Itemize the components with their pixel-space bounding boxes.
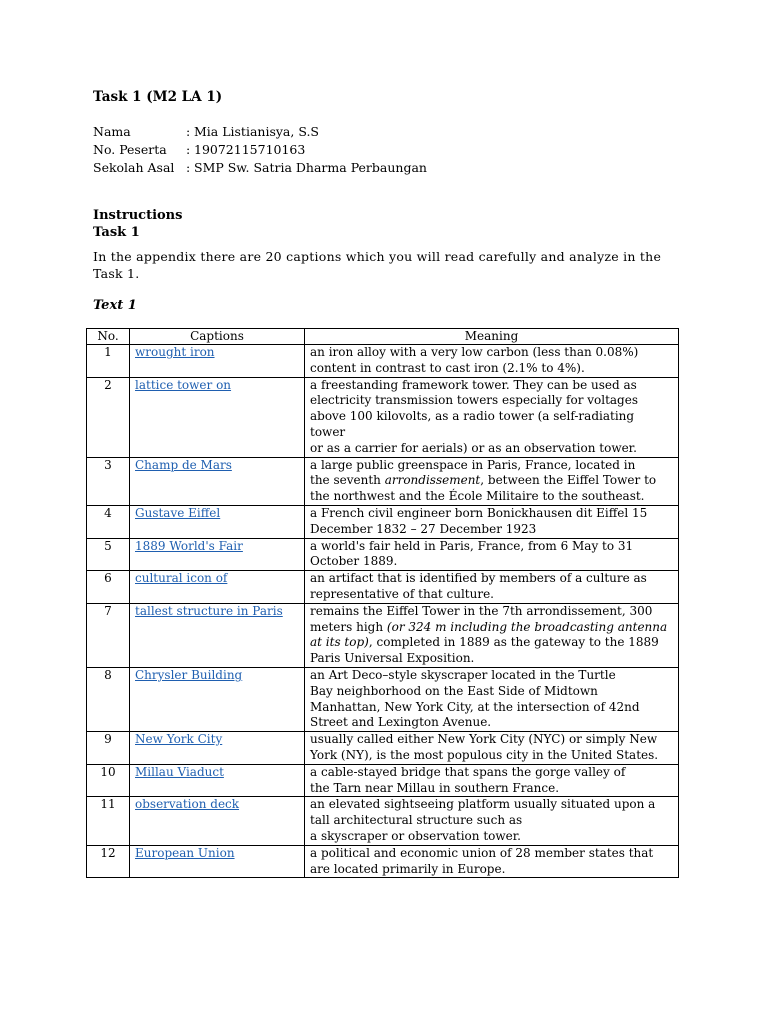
row-number: 11 <box>87 797 130 845</box>
info-value: 19072115710163 <box>194 142 306 157</box>
meaning-line: electricity transmission towers especially for voltages <box>310 393 639 408</box>
meaning-line: representative of that culture. <box>310 586 494 601</box>
captions-table <box>86 328 679 878</box>
table-row <box>87 377 679 457</box>
meaning-cell <box>305 377 679 457</box>
info-label: No. Peserta <box>93 142 167 157</box>
caption-link[interactable]: tallest structure in Paris <box>135 603 283 618</box>
caption-link[interactable]: European Union <box>135 845 235 860</box>
meaning-line: Street and Lexington Avenue. <box>310 715 492 730</box>
info-row-nama <box>93 123 427 141</box>
participant-info <box>93 123 427 177</box>
instructions-heading: Instructions <box>93 208 183 223</box>
meaning-cell <box>305 571 679 604</box>
row-number: 4 <box>87 505 130 538</box>
caption-link[interactable]: wrought iron <box>135 345 215 359</box>
meaning-line: are located primarily in Europe. <box>310 861 506 876</box>
header-captions: Captions <box>130 329 305 345</box>
meaning-line: a political and economic union of 28 member states that <box>310 845 654 860</box>
table-header-row <box>87 329 679 345</box>
row-number: 12 <box>87 845 130 878</box>
meaning-line: the seventh <box>310 473 385 488</box>
meaning-cell <box>305 845 679 878</box>
info-colon: : <box>186 142 191 157</box>
caption-link[interactable]: Gustave Eiffel <box>135 505 221 520</box>
meaning-line: meters high <box>310 619 387 634</box>
meaning-cell <box>305 603 679 667</box>
meaning-line: tall architectural structure such as <box>310 813 523 828</box>
meaning-line: the Tarn near Millau in southern France. <box>310 780 560 795</box>
meaning-cell <box>305 797 679 845</box>
meaning-line: the northwest and the École Militaire to the southeast. <box>310 489 645 504</box>
meaning-line: Paris Universal Exposition. <box>310 651 475 666</box>
table-row <box>87 505 679 538</box>
caption-link[interactable]: Millau Viaduct <box>135 764 224 779</box>
caption-link[interactable]: Chrysler Building <box>135 667 243 682</box>
table-row <box>87 845 679 878</box>
meaning-line: a French civil engineer born Bonickhausen dit Eiffel 15 <box>310 505 648 520</box>
meaning-line: , between the Eiffel Tower to <box>480 473 657 488</box>
meaning-line: remains the Eiffel Tower in the 7th arrondissement, 300 <box>310 603 653 618</box>
meaning-line: a cable-stayed bridge that spans the gorge valley of <box>310 764 626 779</box>
meaning-italic: (or 324 m including the broadcasting antenna <box>386 619 668 634</box>
table-row <box>87 571 679 604</box>
meaning-line: a skyscraper or observation tower. <box>310 828 521 843</box>
meaning-line: a freestanding framework tower. They can be used as <box>310 377 637 392</box>
caption-link[interactable]: cultural icon of <box>135 571 228 586</box>
task-title: Task 1 (M2 LA 1) <box>93 89 223 105</box>
meaning-cell <box>305 505 679 538</box>
meaning-cell <box>305 538 679 571</box>
info-colon: : <box>186 124 191 139</box>
info-label: Nama <box>93 124 131 139</box>
info-row-no-peserta <box>93 141 427 159</box>
meaning-cell <box>305 764 679 797</box>
row-number: 1 <box>87 345 130 378</box>
info-row-sekolah-asal <box>93 159 427 177</box>
task-heading: Task 1 <box>93 225 140 240</box>
caption-link[interactable]: Champ de Mars <box>135 457 232 472</box>
row-number: 5 <box>87 538 130 571</box>
meaning-line: usually called either New York City (NYC) or simply New <box>310 732 658 747</box>
info-colon: : <box>186 160 191 175</box>
meaning-italic: arrondissement <box>384 473 481 488</box>
table-row <box>87 732 679 765</box>
table-row <box>87 538 679 571</box>
meaning-line: October 1889. <box>310 554 398 569</box>
table-row <box>87 345 679 378</box>
header-meaning: Meaning <box>305 329 679 345</box>
table-row <box>87 667 679 731</box>
row-number: 7 <box>87 603 130 667</box>
caption-link[interactable]: New York City <box>135 732 223 747</box>
meaning-line: an Art Deco–style skyscraper located in the Turtle <box>310 667 616 682</box>
table-row <box>87 457 679 505</box>
row-number: 8 <box>87 667 130 731</box>
row-number: 10 <box>87 764 130 797</box>
meaning-line: a large public greenspace in Paris, France, located in <box>310 457 636 472</box>
row-number: 3 <box>87 457 130 505</box>
caption-link[interactable]: 1889 World's Fair <box>135 538 243 553</box>
table-row <box>87 603 679 667</box>
row-number: 9 <box>87 732 130 765</box>
info-value: Mia Listianisya, S.S <box>194 124 319 139</box>
meaning-cell <box>305 667 679 731</box>
row-number: 2 <box>87 377 130 457</box>
meaning-line: York (NY), is the most populous city in the United States. <box>310 747 659 762</box>
instructions-paragraph: In the appendix there are 20 captions which you will read carefully and analyze in the Task 1. <box>93 249 662 281</box>
meaning-cell <box>305 457 679 505</box>
meaning-line: an iron alloy with a very low carbon (less than 0.08%) <box>310 345 639 359</box>
header-no: No. <box>87 329 130 345</box>
table-row <box>87 764 679 797</box>
info-label: Sekolah Asal <box>93 160 175 175</box>
row-number: 6 <box>87 571 130 604</box>
caption-link[interactable]: lattice tower on <box>135 377 232 392</box>
meaning-line: December 1832 – 27 December 1923 <box>310 521 537 536</box>
table-row <box>87 797 679 845</box>
meaning-line: above 100 kilovolts, as a radio tower (a self-radiating tower <box>310 409 635 439</box>
text-heading: Text 1 <box>93 298 137 313</box>
meaning-line: an elevated sightseeing platform usually situated upon a <box>310 797 656 812</box>
meaning-italic: at its top) <box>310 635 369 650</box>
instructions-block <box>93 207 182 241</box>
meaning-line: , completed in 1889 as the gateway to the 1889 <box>368 635 659 650</box>
meaning-cell <box>305 345 679 378</box>
meaning-line: an artifact that is identified by members of a culture as <box>310 571 647 586</box>
meaning-line: a world's fair held in Paris, France, from 6 May to 31 <box>310 538 634 553</box>
caption-link[interactable]: observation deck <box>135 797 240 812</box>
meaning-line: Manhattan, New York City, at the intersection of 42nd <box>310 699 640 714</box>
info-value: SMP Sw. Satria Dharma Perbaungan <box>194 160 427 175</box>
meaning-cell <box>305 732 679 765</box>
meaning-line: Bay neighborhood on the East Side of Midtown <box>310 683 598 698</box>
meaning-line: or as a carrier for aerials) or as an observation tower. <box>310 440 637 455</box>
meaning-line: content in contrast to cast iron (2.1% to 4%). <box>310 360 585 375</box>
